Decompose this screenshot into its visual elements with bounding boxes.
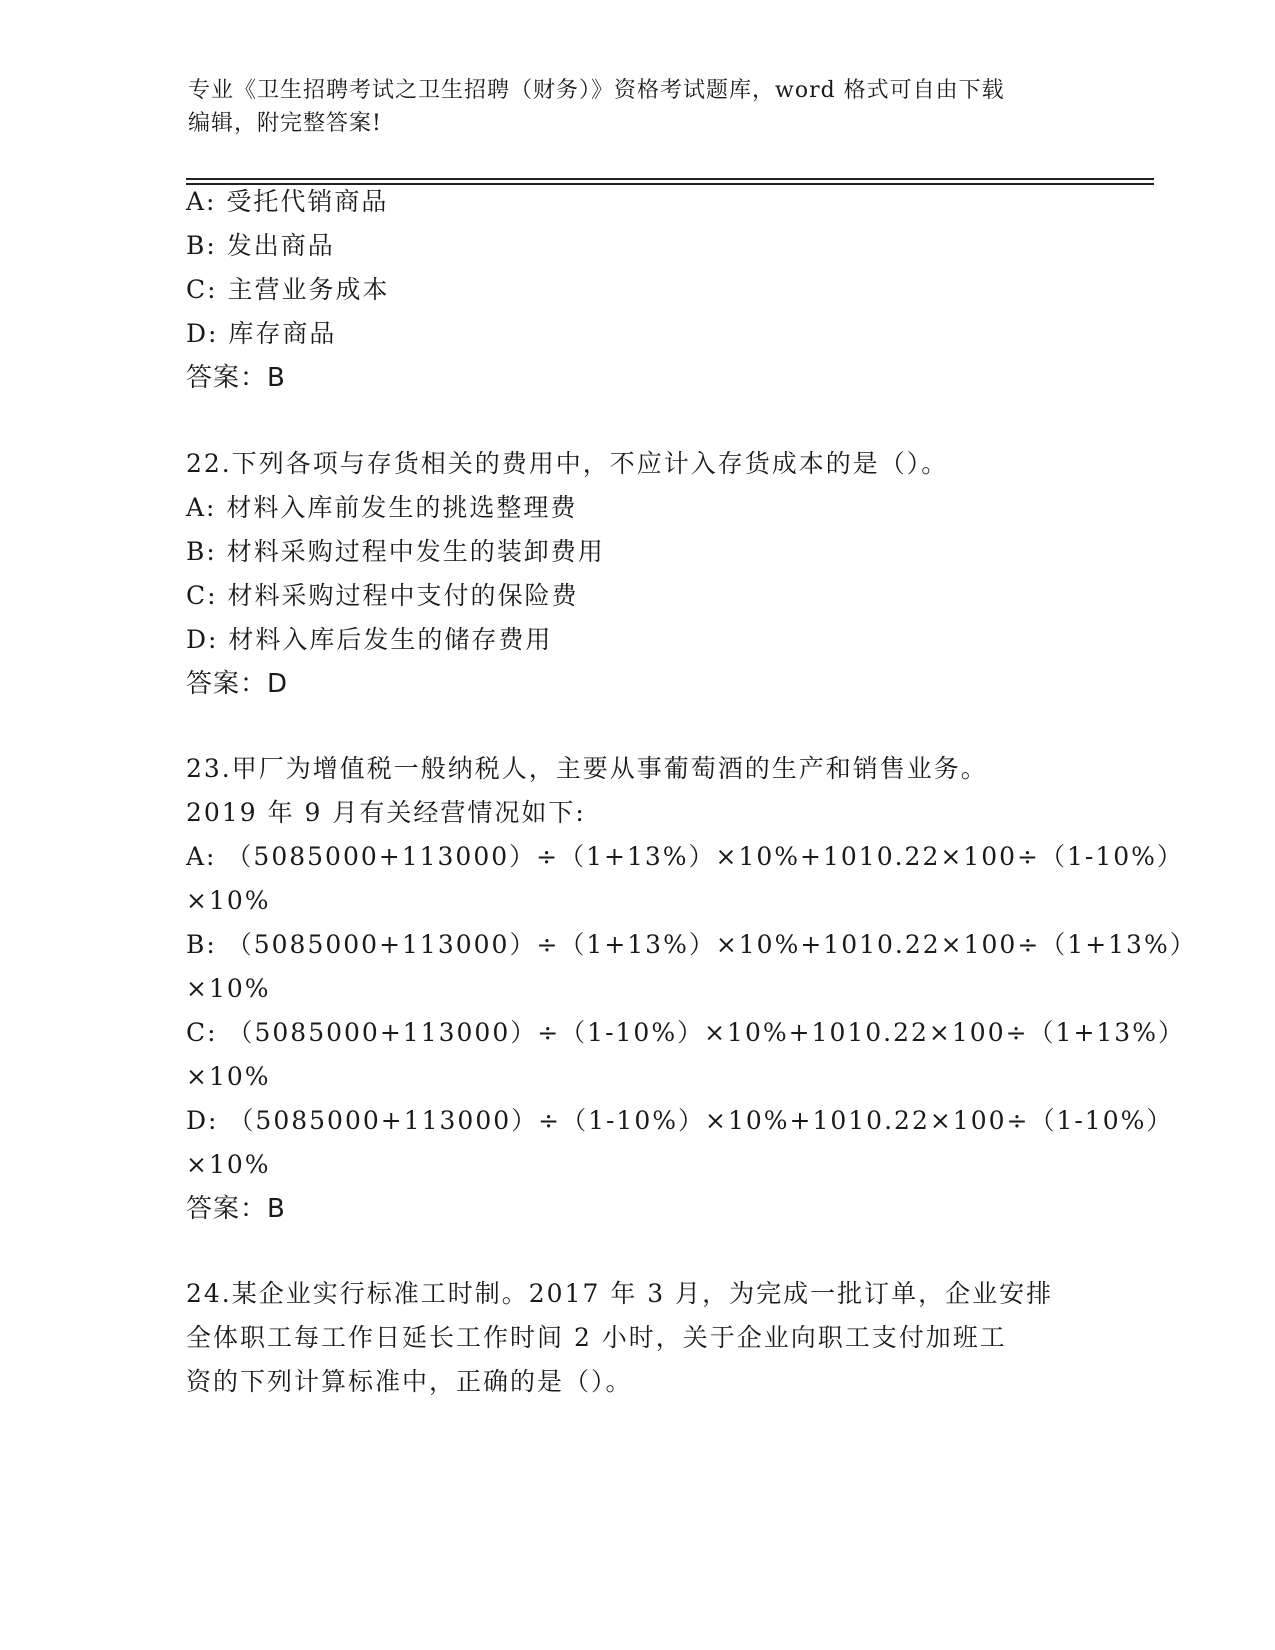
q23-option-d-line-2: ×10% [186,1150,271,1179]
q21-option-c: C: 主营业务成本 [186,275,390,304]
q23-answer: 答案：B [186,1194,286,1224]
q23-option-b-line-2: ×10% [186,974,271,1003]
q24-question-line-3: 资的下列计算标准中，正确的是（）。 [186,1367,633,1396]
document-header [188,74,1088,140]
q23-question-line-2: 2019 年 9 月有关经营情况如下: [186,798,586,827]
q23-option-a-line-1: A: （5085000+113000）÷（1+13%）×10%+1010.22×100÷（1-10%） [186,842,1184,871]
q23-option-c-line-1: C: （5085000+113000）÷（1-10%）×10%+1010.22×100÷（1+13%） [186,1018,1185,1047]
q23-option-b-line-1: B: （5085000+113000）÷（1+13%）×10%+1010.22×100÷（1+13%） [186,930,1197,959]
q23-option-a-line-2: ×10% [186,886,271,915]
q21-answer: 答案：B [186,363,286,393]
q22-question: 22.下列各项与存货相关的费用中，不应计入存货成本的是（）。 [186,449,949,478]
q22-option-c: C: 材料采购过程中支付的保险费 [186,581,579,610]
q23-question-line-1: 23.甲厂为增值税一般纳税人，主要从事葡萄酒的生产和销售业务。 [186,754,988,783]
header-line-1: 专业《卫生招聘考试之卫生招聘（财务）》资格考试题库，word 格式可自由下载 [188,78,1005,103]
header-divider-bottom [186,183,1154,185]
q23-option-c-line-2: ×10% [186,1062,271,1091]
q21-option-a: A: 受托代销商品 [186,187,389,216]
q21-option-d: D: 库存商品 [186,319,337,348]
header-divider-top [186,178,1154,180]
q21-option-b: B: 发出商品 [186,231,335,260]
q24-question-line-2: 全体职工每工作日延长工作时间 2 小时，关于企业向职工支付加班工 [186,1323,1007,1352]
q22-option-d: D: 材料入库后发生的储存费用 [186,625,553,654]
q22-option-a: A: 材料入库前发生的挑选整理费 [186,493,578,522]
header-line-2: 编辑，附完整答案! [188,111,382,136]
q24-question-line-1: 24.某企业实行标准工时制。2017 年 3 月，为完成一批订单，企业安排 [186,1279,1054,1308]
q22-option-b: B: 材料采购过程中发生的装卸费用 [186,537,605,566]
q23-option-d-line-1: D: （5085000+113000）÷（1-10%）×10%+1010.22×100÷（1-10%） [186,1106,1174,1135]
q22-answer: 答案：D [186,669,289,699]
